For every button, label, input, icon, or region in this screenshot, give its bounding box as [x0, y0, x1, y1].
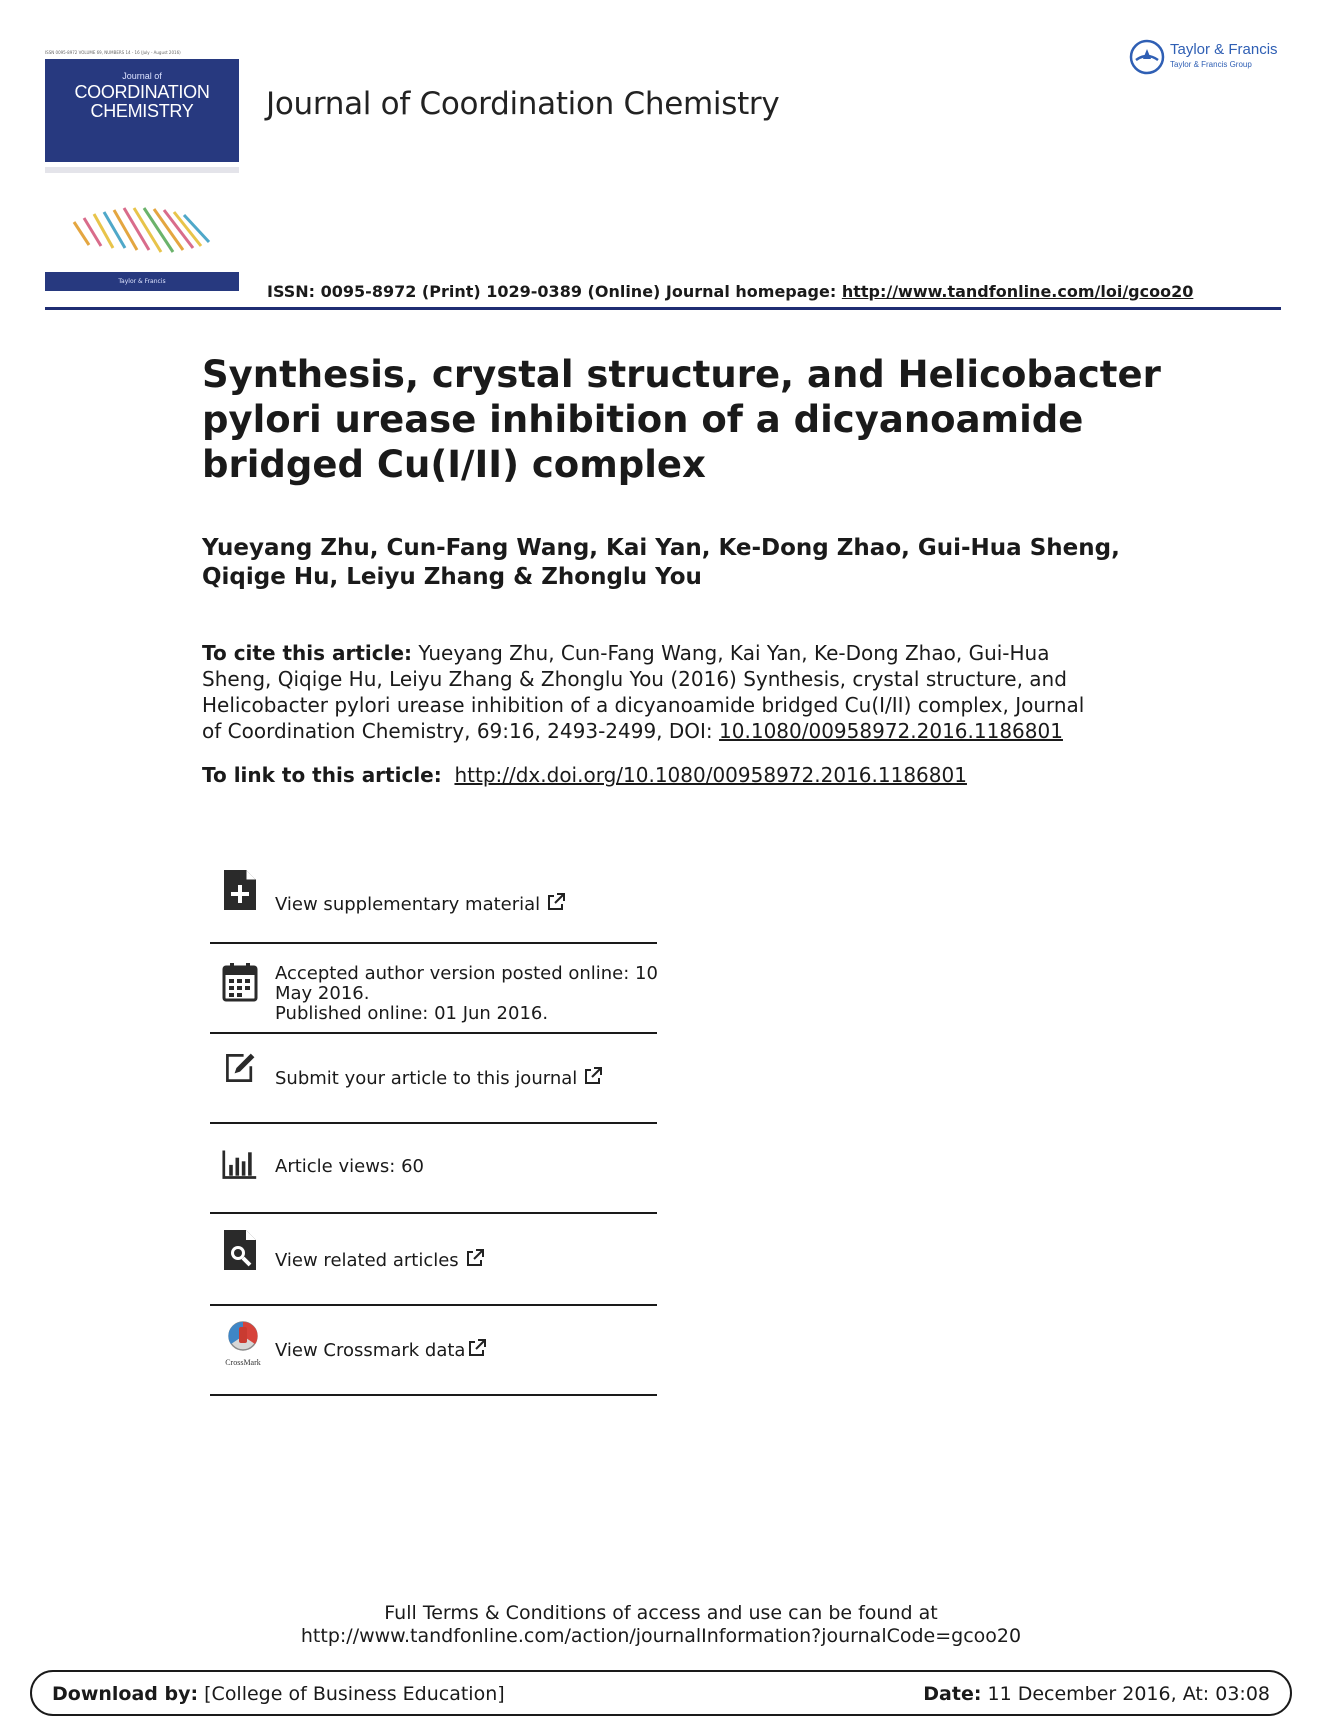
issn-text: ISSN: 0095-8972 (Print) 1029-0389 (Online) Journal homepage:	[267, 282, 842, 301]
download-label: Download by:	[52, 1683, 199, 1705]
view-crossmark-link[interactable]	[275, 1338, 487, 1361]
cover-name-line1: COORDINATION	[74, 82, 210, 102]
bar-chart-icon	[222, 1142, 258, 1186]
date-label: Date:	[923, 1683, 982, 1705]
download-date	[923, 1683, 1270, 1705]
submit-row[interactable]	[210, 1034, 657, 1124]
crossmark-logo	[222, 1320, 264, 1367]
download-value: [College of Business Education]	[198, 1683, 505, 1705]
cover-divider	[45, 167, 239, 173]
related-row[interactable]	[210, 1214, 657, 1306]
submit-article-link[interactable]	[275, 1066, 603, 1089]
external-link-icon	[467, 1338, 487, 1358]
citation-doi-link[interactable]: 10.1080/00958972.2016.1186801	[719, 719, 1063, 743]
file-plus-icon	[222, 868, 258, 912]
article-link-line	[202, 762, 1202, 788]
download-info-bar	[30, 1670, 1292, 1716]
header-divider	[45, 307, 1281, 310]
accepted-line1: Accepted author version posted online: 10	[275, 963, 658, 984]
crossmark-icon	[222, 1320, 264, 1356]
citation-label: To cite this article:	[202, 641, 413, 665]
external-link-icon	[546, 892, 566, 912]
view-related-link[interactable]	[275, 1248, 485, 1271]
article-views: Article views: 60	[275, 1156, 424, 1177]
view-supplementary-link[interactable]	[275, 892, 566, 915]
crossmark-label: View Crossmark data	[275, 1340, 466, 1361]
authors-line2: Qiqige Hu, Leiyu Zhang & Zhonglu You	[202, 564, 702, 590]
external-link-icon	[583, 1066, 603, 1086]
cover-journal-of: Journal of	[122, 71, 162, 81]
download-by	[52, 1683, 505, 1705]
publisher-group: Taylor & Francis Group	[1170, 60, 1252, 69]
article-title: Synthesis, crystal structure, and Helicobacter pylori urease inhibition of a dicyanoamide bridged Cu(I/II) complex	[202, 353, 1161, 486]
article-doi-url[interactable]: http://dx.doi.org/10.1080/00958972.2016.1186801	[454, 763, 967, 787]
cover-crystal-structure-image	[69, 200, 219, 260]
calendar-icon	[222, 960, 258, 1004]
date-value: 11 December 2016, At: 03:08	[981, 1683, 1270, 1705]
external-link-icon	[465, 1248, 485, 1268]
views-row	[210, 1124, 657, 1214]
authors-line1: Yueyang Zhu, Cun-Fang Wang, Kai Yan, Ke-Dong Zhao, Gui-Hua Sheng,	[202, 535, 1120, 561]
edit-icon	[222, 1046, 258, 1090]
publication-dates-row	[210, 944, 657, 1034]
published-date: Published online: 01 Jun 2016.	[275, 1003, 549, 1024]
article-info-panel	[210, 858, 657, 1396]
publisher-name: Taylor & Francis	[1170, 41, 1278, 58]
supplementary-label: View supplementary material	[275, 894, 541, 915]
cover-publisher-band: Taylor & Francis	[45, 272, 239, 291]
related-label: View related articles	[275, 1250, 459, 1271]
citation-block	[202, 640, 1102, 744]
journal-homepage-link[interactable]: http://www.tandfonline.com/loi/gcoo20	[841, 282, 1194, 301]
crossmark-logo-text: CrossMark	[225, 1358, 261, 1367]
cover-issn-line: ISSN 0095-8972 VOLUME 69, NUMBERS 14 - 16 (July - August 2016)	[45, 50, 181, 55]
link-label: To link to this article:	[202, 763, 442, 787]
issn-line	[267, 282, 1193, 301]
cover-name-line2: CHEMISTRY	[90, 101, 194, 121]
publisher-logo[interactable]	[1128, 38, 1288, 78]
journal-title: Journal of Coordination Chemistry	[266, 86, 780, 122]
citation-text: Yueyang Zhu, Cun-Fang Wang, Kai Yan, Ke-Dong Zhao, Gui-Hua Sheng, Qiqige Hu, Leiyu Zhang & Zhonglu You (2016) Synthesis, crystal structure, and Helicobacter pylori urease inhibition of a dicyanoamide bridged Cu(I/II) complex, Journal of Coordination Chemistry, 69:16, 2493-2499, DOI:	[202, 641, 1085, 743]
accepted-line2: May 2016.	[275, 983, 370, 1004]
terms-line1: Full Terms & Conditions of access and use can be found at	[384, 1602, 938, 1624]
publication-dates	[275, 964, 658, 1024]
article-authors	[202, 534, 1162, 592]
submit-label: Submit your article to this journal	[275, 1068, 578, 1089]
crossmark-row[interactable]	[210, 1306, 657, 1396]
cover-journal-name	[45, 83, 239, 121]
journal-cover-thumbnail	[45, 50, 239, 291]
terms-url[interactable]: http://www.tandfonline.com/action/journalInformation?journalCode=gcoo20	[300, 1625, 1022, 1647]
search-document-icon	[222, 1228, 258, 1272]
cover-title-band	[45, 59, 239, 162]
supplementary-row[interactable]	[210, 858, 657, 944]
taylor-francis-icon	[1128, 38, 1166, 76]
terms-notice	[0, 1602, 1322, 1648]
